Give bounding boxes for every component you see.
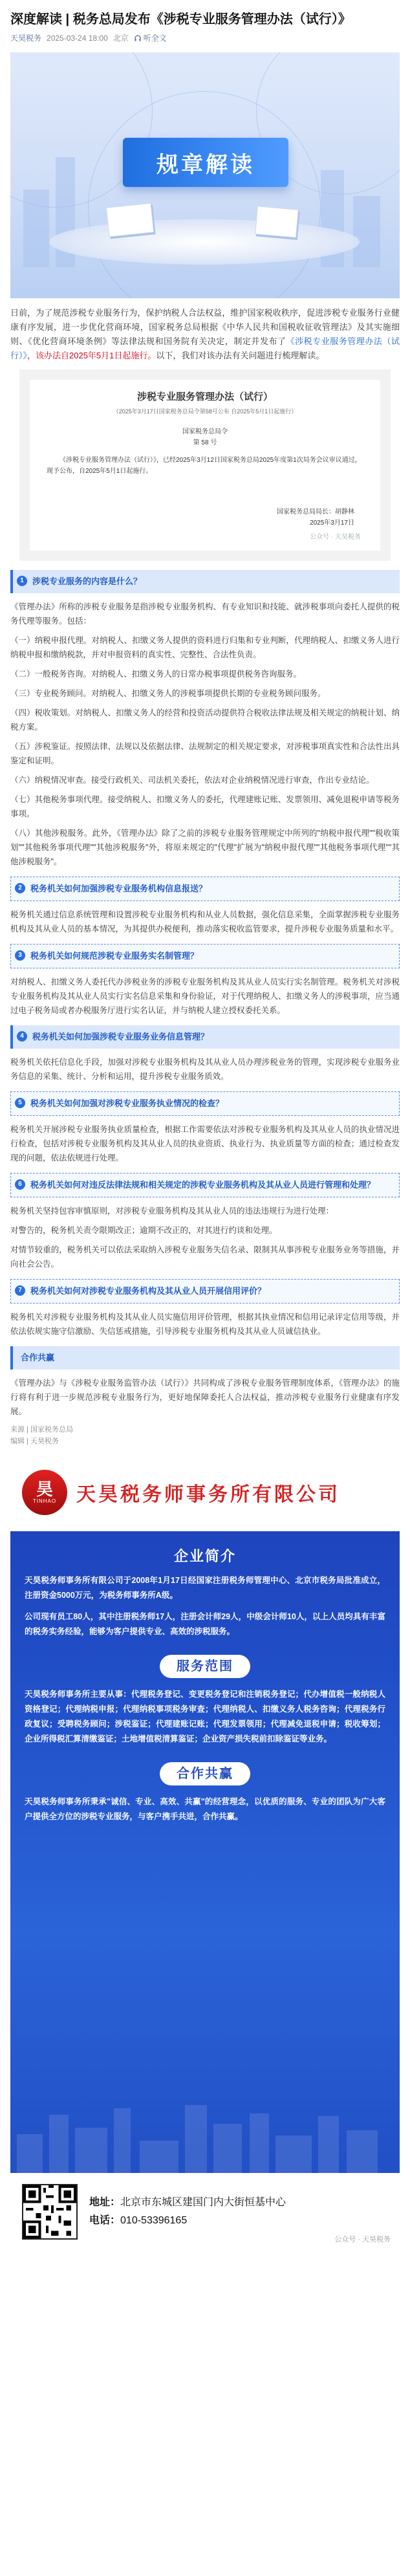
firm-intro-text: 公司现有员工80人，其中注册税务师17人，注册会计师29人，中级会计师10人，以上人员均具有丰富的税务实务经验，能够为客户提供专业、高效的涉税服务。 xyxy=(25,1612,385,1636)
section-question: 税务机关如何加强涉税专业服务业务信息管理？ xyxy=(32,1032,210,1042)
section-question: 税务机关如何规范涉税专业服务实名制管理？ xyxy=(30,951,199,961)
intro-text: 日前，为了规范涉税专业服务行为，保护纳税人合法权益，维护国家税收秩序，促进涉税专业服务行业健康有序发展，进一步优化营商环境，国家税务总局根据《中华人民共和国税收征收管理法》及其实施细则、《优化营商环境条例》等法律法规和国务院有关决定，制定并发布了 xyxy=(10,308,400,346)
source-info xyxy=(0,1424,410,1447)
section-answer: （二）一般税务咨询。对纳税人、扣缴义务人的日常办税事项提供税务咨询服务。 xyxy=(10,670,302,679)
section-answer: （七）其他税务事项代理。接受纳税人、扣缴义务人的委托，代理建账记账、发票领用、减免退税申请等税务事项。 xyxy=(10,795,400,818)
closing-paragraph: 《管理办法》与《涉税专业服务监管办法（试行）》共同构成了涉税专业服务管理制度体系，《管理办法》的施行将有利于进一步规范涉税专业服务行为，更好地保障委托人合法权益，推动涉税专业服务行业健康有序发展。 xyxy=(10,1379,400,1416)
document-body: 《涉税专业服务管理办法（试行）》，已经2025年3月12日国家税务总局2025年度第1次局务会议审议通过，现予公布，自2025年5月1日起施行。 xyxy=(47,457,361,475)
document-subtitle: （2025年3月17日国家税务总局令第58号公布 自2025年5月1日起施行） xyxy=(113,408,297,415)
section-answer: （八）其他涉税服务。此外，《管理办法》除了之前的涉税专业服务管理规定中所列的"纳税申报代理""税收策划""其他税务事项代理""其他涉税服务"外，将原来规定的"代理"扩展为"纳税申报代理""其他税务事项代理""其他涉税服务"。 xyxy=(10,829,400,866)
section-question: 税务机关如何加强涉税专业服务机构信息报送？ xyxy=(30,884,208,893)
firm-contact xyxy=(89,2194,286,2230)
publish-location: 北京 xyxy=(113,34,129,43)
section-heading-7 xyxy=(10,1279,400,1304)
document-signer: 国家税务总局局长：胡静林 xyxy=(277,508,354,516)
section-heading-5 xyxy=(10,1091,400,1116)
section-number: 2 xyxy=(15,883,25,893)
author-link[interactable]: 天昊税务 xyxy=(10,34,42,43)
section-question: 税务机关如何对违反法律法规和相关规定的涉税专业服务机构及其从业人员进行管理和处理？ xyxy=(30,1180,376,1190)
section-number: 7 xyxy=(15,1285,25,1296)
firm-service-text: 天昊税务师事务所主要从事：代理税务登记、变更税务登记和注销税务登记；代办增值税一般纳税人资格登记；代理纳税申报；代理纳税事项税务审查；代理纳税人、扣缴义务人税务咨询；代理税务行政复议；受聘税务顾问；涉税鉴证；代理建账记账；代理发票领用；代理减免退税申请；税收筹划；企业所得税汇算清缴鉴证；土地增值税清算鉴证；企业资产损失税前扣除鉴证等业务。 xyxy=(25,1690,385,1743)
document-order: 国家税务总局令 xyxy=(182,428,228,435)
section-question: 税务机关如何加强对涉税专业服务执业情况的检查？ xyxy=(30,1098,224,1108)
phone-value: 010-53396165 xyxy=(120,2215,188,2226)
section-question: 税务机关如何对涉税专业服务机构及其从业人员开展信用评价？ xyxy=(30,1286,266,1296)
article-title: 深度解读 | 税务总局发布《涉税专业服务管理办法（试行）》 xyxy=(10,12,351,27)
closing-heading xyxy=(10,1346,400,1370)
banner-title-box xyxy=(123,138,288,187)
banner-pedestal xyxy=(49,219,360,265)
banner-title: 规章解读 xyxy=(156,151,255,178)
section-answer: 税务机关开展涉税专业服务执业质量检查，根据工作需要依法对涉税专业服务机构及其从业人员的执业情况进行检查，包括对涉税专业服务机构及其从业人员的执业资质、执业行为、执业质量等方面的检查；通过检查发现的问题，依法依规进行处理。 xyxy=(10,1125,400,1162)
section-answer: （五）涉税鉴证。按照法律、法规以及依据法律、法规制定的相关规定要求，对涉税事项真实性和合法性出具鉴定和证明。 xyxy=(10,742,400,765)
listen-button[interactable] xyxy=(134,32,167,43)
firm-intro-text: 天昊税务师事务所有限公司于2008年1月17日经国家注册税务师管理中心、北京市税务局批准成立，注册资金5000万元，为税务师事务所A级。 xyxy=(25,1576,385,1600)
section-number: 5 xyxy=(15,1098,25,1108)
section-number: 1 xyxy=(17,576,27,586)
article-meta xyxy=(0,32,410,50)
section-answer: 税务机关通过信息系统管理和设置涉税专业服务机构和从业人员数据，强化信息采集，全面掌握涉税专业服务机构及其从业人员的基本情况，为其提供办税便利，推动落实税收监管要求，提升涉税专业服务质量和水平。 xyxy=(10,910,400,933)
section-answer: （六）纳税情况审查。接受行政机关、司法机关委托，依法对企业纳税情况进行审查，作出专业结论。 xyxy=(10,776,374,785)
firm-logo-en: TINHAO xyxy=(32,1498,57,1504)
listen-label: 听全文 xyxy=(143,34,167,43)
section-answer: 《管理办法》所称的涉税专业服务是指涉税专业服务机构、有专业知识和技能、就涉税事项向委托人提供的税务代理等服务。包括： xyxy=(10,602,400,626)
section-number: 4 xyxy=(17,1031,27,1042)
section-answer: 对警告的，税务机关责令限期改正；逾期不改正的，对其进行约谈和处理。 xyxy=(10,1226,277,1235)
intro-tail: 以下，我们对该办法有关问题进行梳理解读。 xyxy=(156,351,325,360)
firm-address xyxy=(89,2194,286,2212)
section-answer: 对纳税人、扣缴义务人委托代办涉税业务的涉税专业服务机构及其从业人员实行实名制管理。税务机关对涉税专业服务机构及其从业人员实行实名信息采集和身份验证，对于代理纳税人、扣缴义务人的涉税事项，应当通过电子税务局或者办税服务厅进行实名认证，并与纳税人建立授权委托关系。 xyxy=(10,977,400,1015)
section-number: 3 xyxy=(15,950,25,961)
firm-logo xyxy=(22,1470,67,1515)
section-answer: （三）专业税务顾问。对纳税人、扣缴义务人的涉税事项提供长期的专业税务顾问服务。 xyxy=(10,689,326,698)
skyline-decoration xyxy=(10,2102,400,2173)
intro-effective-date: ，该办法自2025年5月1日起施行。 xyxy=(27,351,156,360)
section-question: 涉税专业服务的内容是什么？ xyxy=(32,576,142,586)
firm-watermark: 公众号 · 天昊税务 xyxy=(334,2236,391,2243)
address-value: 北京市东城区建国门内大街恒基中心 xyxy=(120,2197,286,2208)
section-answer: 税务机关坚持包容审慎原则，对涉税专业服务机构及其从业人员的违法违规行为进行处理： xyxy=(10,1206,334,1216)
document-watermark: 公众号 · 天昊税务 xyxy=(310,534,361,541)
firm-contact-bar xyxy=(10,2173,400,2251)
document-signature xyxy=(277,507,354,529)
document-title: 涉税专业服务管理办法（试行） xyxy=(136,391,273,402)
firm-coop-heading: 合作共赢 xyxy=(160,1762,250,1785)
firm-logo-char: 昊 xyxy=(36,1479,53,1500)
section-answer: 税务机关依托信息化手段，加强对涉税专业服务机构及其从业人员办理涉税业务的管理，实现涉税专业服务业务信息的采集、统计、分析和运用，提升涉税专业服务质效。 xyxy=(10,1058,400,1081)
section-heading-6 xyxy=(10,1173,400,1197)
section-answer: （四）税收策划。对纳税人、扣缴义务人的经营和投资活动提供符合税收法律法规及相关规定的纳税计划、纳税方案。 xyxy=(10,708,400,732)
qr-code-icon[interactable] xyxy=(22,2184,78,2240)
section-heading-3 xyxy=(10,944,400,968)
document-sign-date: 2025年3月17日 xyxy=(310,519,354,527)
document-number: 第 58 号 xyxy=(193,439,217,446)
section-heading-1 xyxy=(10,570,400,593)
firm-name: 天昊税务师事务所有限公司 xyxy=(76,1483,340,1506)
source-line: 来源 | 国家税务总局 xyxy=(10,1426,73,1434)
section-answer: （一）纳税申报代理。对纳税人、扣缴义务人提供的资料进行归集和专业判断，代理纳税人、扣缴义务人进行纳税申报和缴纳税款，并对申报资料的真实性、完整性、合法性负责。 xyxy=(10,636,400,659)
phone-label: 电话： xyxy=(89,2215,121,2226)
headphone-icon xyxy=(134,34,142,42)
document-image xyxy=(19,369,391,561)
firm-advertisement xyxy=(10,1454,400,2251)
editor-line: 编辑 | 天昊税务 xyxy=(10,1437,59,1445)
address-label: 地址： xyxy=(89,2197,121,2208)
document-page xyxy=(30,380,380,551)
firm-intro-heading: 企业简介 xyxy=(173,1548,236,1564)
section-heading-2 xyxy=(10,877,400,901)
firm-phone xyxy=(89,2212,286,2230)
firm-service-heading: 服务范围 xyxy=(160,1655,250,1678)
publish-date: 2025-03-24 18:00 xyxy=(47,33,108,43)
section-answer: 税务机关对涉税专业服务机构及其从业人员实施信用评价管理，根据其执业情况和信用记录评定信用等级，并依法依规实施守信激励、失信惩戒措施，引导涉税专业服务机构及其从业人员诚信执业。 xyxy=(10,1313,400,1336)
closing-heading-text: 合作共赢 xyxy=(21,1353,55,1362)
intro-doc-name: 《涉税专业服务管理办法（试行）》 xyxy=(10,336,400,360)
intro-paragraph xyxy=(0,306,410,363)
firm-header xyxy=(10,1454,400,1531)
section-heading-4 xyxy=(10,1025,400,1049)
article-banner xyxy=(10,52,400,298)
section-number: 6 xyxy=(15,1179,25,1190)
section-answer: 对情节较重的，税务机关可以依法采取纳入涉税专业服务失信名录、限制其从事涉税专业服务业务等措施，并向社会公告。 xyxy=(10,1245,400,1269)
firm-coop-text: 天昊税务师事务所秉承"诚信、专业、高效、共赢"的经营理念，以优质的服务、专业的团队为广大客户提供全方位的涉税专业服务，与客户携手共进，合作共赢。 xyxy=(25,1797,385,1821)
